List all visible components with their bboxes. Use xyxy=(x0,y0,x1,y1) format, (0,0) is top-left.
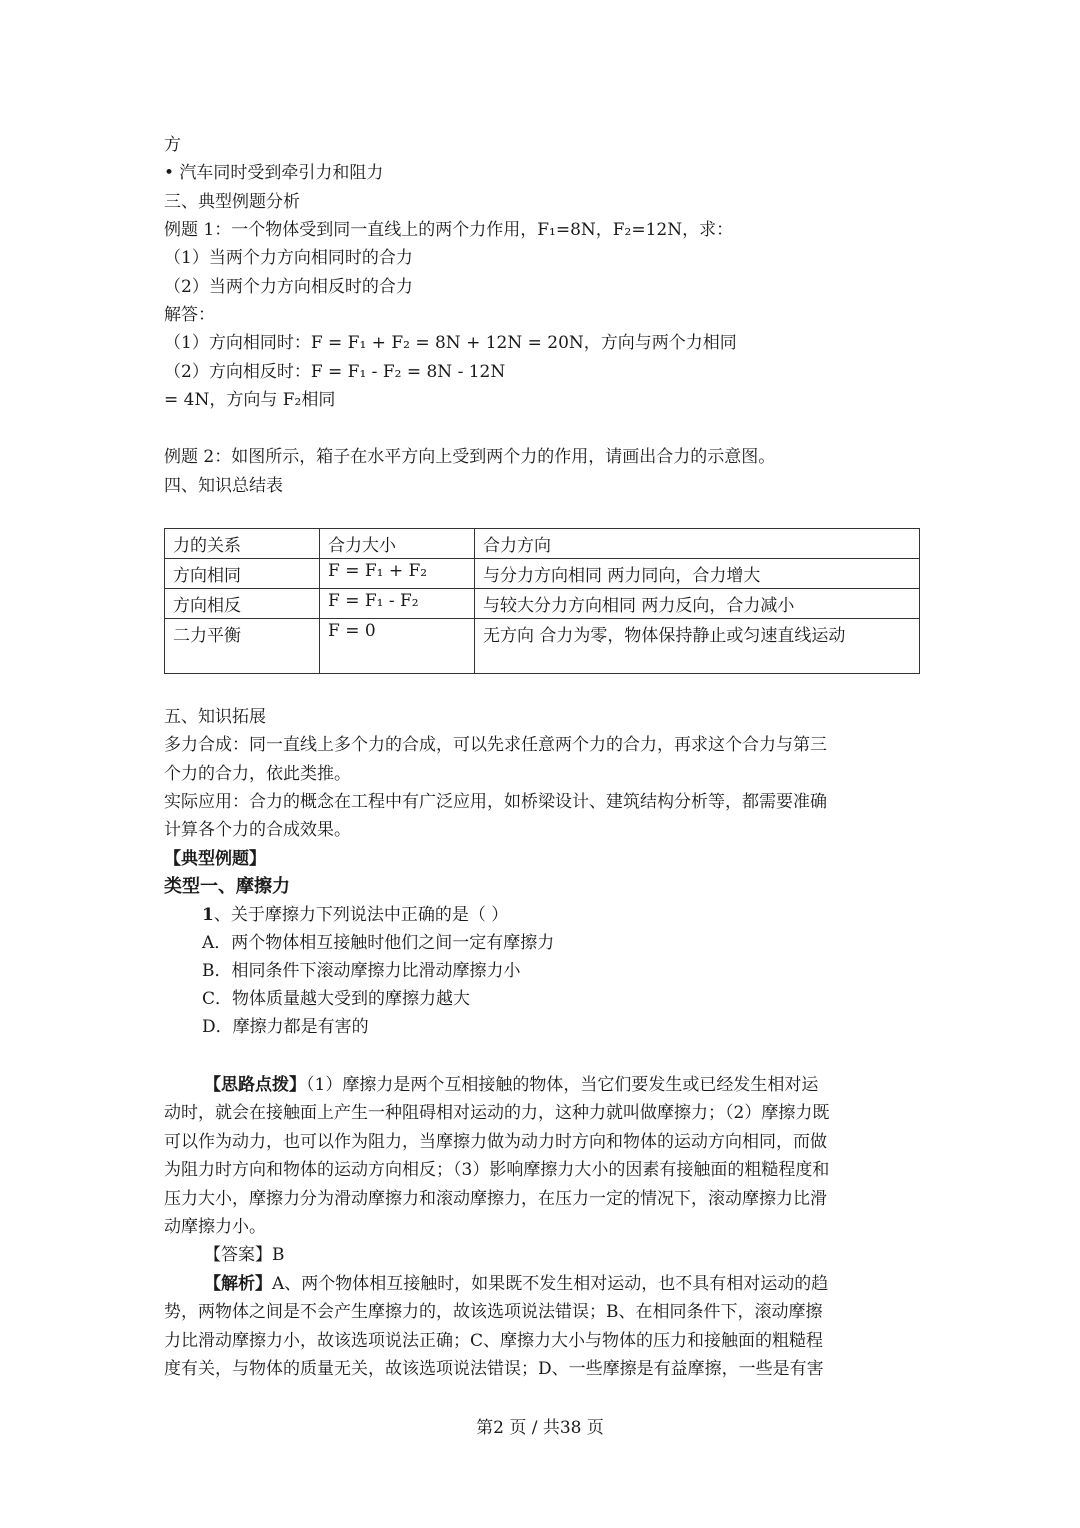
text-line: 方 xyxy=(164,135,181,155)
paragraph-line: 实际应用：合力的概念在工程中有广泛应用，如桥梁设计、建筑结构分析等，都需要准确 xyxy=(164,792,827,812)
option-a: A．两个物体相互接触时他们之间一定有摩擦力 xyxy=(202,933,555,953)
table-header-cell: 合力大小 xyxy=(320,529,475,559)
answer-line: 【答案】B xyxy=(204,1245,285,1265)
examples-heading: 【典型例题】 xyxy=(164,849,266,869)
bullet-line: • 汽车同时受到牵引力和阻力 xyxy=(164,163,384,183)
hint-line xyxy=(204,1073,818,1097)
analysis-line: 力比滑动摩擦力小，故该选项说法正确；C、摩擦力大小与物体的压力和接触面的粗糙程 xyxy=(164,1331,824,1351)
analysis-label: 【解析】 xyxy=(204,1274,272,1294)
hint-line: 动摩擦力小。 xyxy=(164,1217,266,1237)
hint-line: 压力大小，摩擦力分为滑动摩擦力和滚动摩擦力，在压力一定的情况下，滚动摩擦力比滑 xyxy=(164,1189,827,1209)
section-heading: 五、知识拓展 xyxy=(164,707,266,727)
table-header-row xyxy=(165,529,920,559)
table-header-cell: 合力方向 xyxy=(475,529,920,559)
hint-line: 为阻力时方向和物体的运动方向相反；（3）影响摩擦力大小的因素有接触面的粗糙程度和 xyxy=(164,1160,830,1180)
hint-label: 【思路点拨】 xyxy=(204,1075,306,1095)
solution-1: （1）方向相同时：F = F₁ + F₂ = 8N + 12N = 20N，方向与两个力相同 xyxy=(164,333,737,353)
table-row xyxy=(165,589,920,619)
table-cell: F = 0 xyxy=(320,619,475,674)
table-cell: 方向相同 xyxy=(165,559,320,589)
analysis-line: 度有关，与物体的质量无关，故该选项说法错误；D、一些摩擦是有益摩擦，一些是有害 xyxy=(164,1359,824,1379)
example-2: 例题 2：如图所示，箱子在水平方向上受到两个力的作用，请画出合力的示意图。 xyxy=(164,447,776,467)
option-d: D．摩擦力都是有害的 xyxy=(202,1017,369,1037)
analysis-line xyxy=(204,1272,828,1296)
example-1: 例题 1：一个物体受到同一直线上的两个力作用，F₁=8N，F₂=12N，求： xyxy=(164,220,734,240)
analysis-text: A、两个物体相互接触时，如果既不发生相对运动，也不具有相对运动的趋 xyxy=(272,1274,829,1294)
option-c: C．物体质量越大受到的摩擦力越大 xyxy=(202,989,471,1009)
option-b: B．相同条件下滚动摩擦力比滑动摩擦力小 xyxy=(202,961,521,981)
type-title: 类型一、摩擦力 xyxy=(164,876,290,897)
table-row xyxy=(165,559,920,589)
analysis-line: 势，两物体之间是不会产生摩擦力的，故该选项说法错误；B、在相同条件下，滚动摩擦 xyxy=(164,1302,823,1322)
table-row xyxy=(165,619,920,674)
table-cell: 无方向 合力为零，物体保持静止或匀速直线运动 xyxy=(475,619,920,674)
example-1-q2: （2）当两个力方向相反时的合力 xyxy=(164,277,413,297)
hint-line: 可以作为动力，也可以作为阻力，当摩擦力做为动力时方向和物体的运动方向相同，而做 xyxy=(164,1132,827,1152)
paragraph-line: 多力合成：同一直线上多个力的合成，可以先求任意两个力的合力，再求这个合力与第三 xyxy=(164,735,827,755)
solution-2: （2）方向相反时：F = F₁ - F₂ = 8N - 12N xyxy=(164,362,506,382)
table-cell: 二力平衡 xyxy=(165,619,320,674)
question-number: 1 xyxy=(202,905,214,925)
paragraph-line: 个力的合力，依此类推。 xyxy=(164,764,351,784)
section-heading: 三、典型例题分析 xyxy=(164,192,300,212)
table-cell: 与分力方向相同 两力同向，合力增大 xyxy=(475,559,920,589)
table-cell: F = F₁ + F₂ xyxy=(320,559,475,589)
table-cell: 方向相反 xyxy=(165,589,320,619)
hint-text: （1）摩擦力是两个互相接触的物体，当它们要发生或已经发生相对运 xyxy=(306,1075,819,1095)
solution-label: 解答： xyxy=(164,305,215,325)
question xyxy=(202,903,508,927)
table-cell: 与较大分力方向相同 两力反向，合力减小 xyxy=(475,589,920,619)
table-header-cell: 力的关系 xyxy=(165,529,320,559)
paragraph-line: 计算各个力的合成效果。 xyxy=(164,820,351,840)
summary-table xyxy=(164,528,920,674)
example-1-q1: （1）当两个力方向相同时的合力 xyxy=(164,248,413,268)
section-heading: 四、知识总结表 xyxy=(164,476,283,496)
solution-2-cont: = 4N，方向与 F₂相同 xyxy=(164,390,336,410)
hint-line: 动时，就会在接触面上产生一种阻碍相对运动的力，这种力就叫做摩擦力；（2）摩擦力既 xyxy=(164,1103,830,1123)
question-text: 、关于摩擦力下列说法中正确的是（ ） xyxy=(213,905,509,925)
page-footer: 第2 页 / 共38 页 xyxy=(476,1418,604,1438)
table-cell: F = F₁ - F₂ xyxy=(320,589,475,619)
